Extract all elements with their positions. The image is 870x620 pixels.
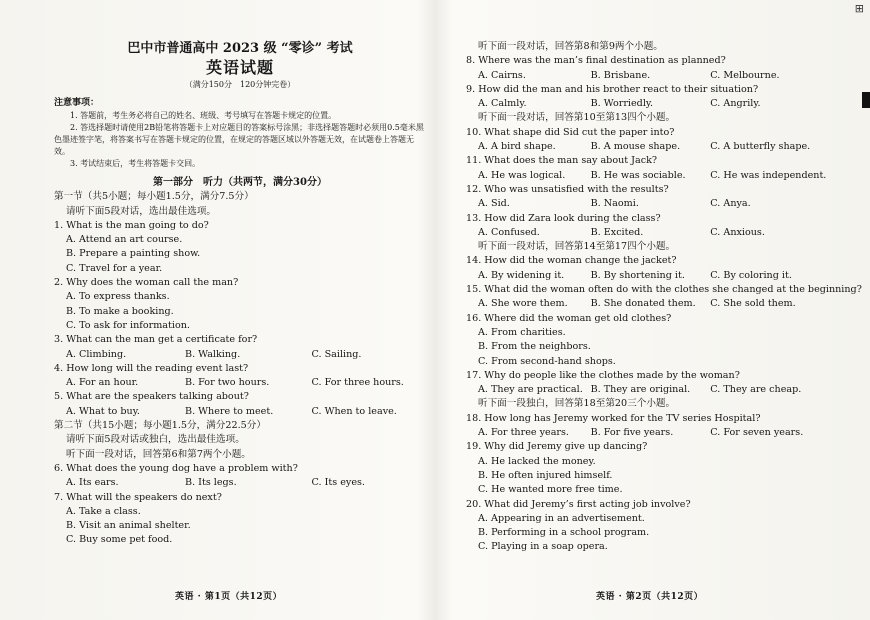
question-group-1-5 xyxy=(54,219,426,419)
question xyxy=(54,219,426,276)
answer-option: B. Worriedly. xyxy=(590,98,654,110)
answer-option: C. A butterfly shape. xyxy=(710,141,811,153)
question xyxy=(466,54,818,83)
answer-option: A. Take a class. xyxy=(66,505,141,517)
question-text: 18. How long has Jeremy worked for the TV series Hospital? xyxy=(466,412,761,424)
answer-option: C. He wanted more free time. xyxy=(478,484,623,496)
answer-option: B. A mouse shape. xyxy=(590,141,681,153)
question-text: 4. How long will the reading event last? xyxy=(54,362,249,374)
answer-option: A. Climbing. xyxy=(66,348,127,360)
answer-option: A. Calmly. xyxy=(478,98,527,110)
answer-option: C. When to leave. xyxy=(311,405,397,417)
answer-option: A. He lacked the money. xyxy=(478,455,596,467)
question-group-8-9 xyxy=(466,54,818,111)
option-row xyxy=(54,476,426,490)
answer-option: B. For two hours. xyxy=(185,377,270,389)
question xyxy=(54,390,426,419)
notes-title: 注意事项： xyxy=(54,98,100,108)
answer-option: B. Visit an animal shelter. xyxy=(66,520,191,532)
answer-option: A. Confused. xyxy=(478,226,540,238)
answer-option: A. He was logical. xyxy=(478,169,566,181)
answer-option: C. Playing in a soap opera. xyxy=(478,541,608,553)
answer-option: B. By shortening it. xyxy=(590,269,685,281)
part1-title: 第一部分 听力（共两节，满分30分） xyxy=(153,177,327,188)
instructions-q10-13: 听下面一段对话，回答第10至第13四个小题。 xyxy=(478,112,676,124)
question-text: 9. How did the man and his brother react to their situation? xyxy=(466,83,759,95)
answer-option: A. For three years. xyxy=(478,427,569,439)
question-text: 8. Where was the man’s final destination as planned? xyxy=(466,55,726,67)
question xyxy=(54,462,426,491)
answer-option: A. To express thanks. xyxy=(66,291,170,303)
instructions-q14-17: 听下面一段对话，回答第14至第17四个小题。 xyxy=(478,241,676,253)
question-text: 7. What will the speakers do next? xyxy=(54,491,222,503)
question-text: 19. Why did Jeremy give up dancing? xyxy=(466,441,648,453)
page-1-footer: 英语 · 第1页（共12页） xyxy=(175,592,283,602)
page-1 xyxy=(54,40,426,600)
question xyxy=(466,212,818,241)
question-text: 10. What shape did Sid cut the paper into? xyxy=(466,126,675,138)
exam-score-info: （满分150分 120分钟完卷） xyxy=(184,80,296,89)
note-item: 1. 答题前，考生务必将自己的姓名、班级、考号填写在答题卡规定的位置。 xyxy=(70,111,337,120)
question-group-6-7 xyxy=(54,462,426,548)
option-row xyxy=(466,69,818,83)
answer-option: A. Its ears. xyxy=(66,477,119,489)
option-row xyxy=(466,426,818,440)
question xyxy=(54,491,426,548)
option-row xyxy=(466,226,818,240)
option-row xyxy=(466,197,818,211)
question xyxy=(466,83,818,112)
option-row xyxy=(54,376,426,390)
answer-option: B. They are original. xyxy=(590,384,691,396)
answer-option: C. Buy some pet food. xyxy=(66,534,173,546)
option-row xyxy=(466,140,818,154)
answer-option: C. They are cheap. xyxy=(710,384,802,396)
answer-option: B. For five years. xyxy=(590,427,674,439)
question xyxy=(466,126,818,155)
answer-option: C. Anxious. xyxy=(710,226,765,238)
answer-option: A. For an hour. xyxy=(66,377,139,389)
answer-option: B. Performing in a school program. xyxy=(478,527,650,539)
question-text: 6. What does the young dog have a problem with? xyxy=(54,462,298,474)
section1-instructions: 请听下面5段对话，选出最佳选项。 xyxy=(66,205,217,217)
answer-option: B. Walking. xyxy=(185,348,241,360)
answer-option: C. From second-hand shops. xyxy=(478,355,616,367)
answer-option: B. She donated them. xyxy=(590,298,696,310)
question xyxy=(466,183,818,212)
question-text: 13. How did Zara look during the class? xyxy=(466,212,661,224)
option-row xyxy=(466,297,818,311)
question xyxy=(466,312,818,369)
answer-option: A. They are practical. xyxy=(478,384,583,396)
question xyxy=(466,254,818,283)
question xyxy=(466,440,818,497)
answer-option: B. From the neighbors. xyxy=(478,341,591,353)
answer-option: A. Cairns. xyxy=(478,69,526,81)
page-corner-icon: ⊞ xyxy=(854,2,864,15)
exam-title: 巴中市普通高中 2023 级 “零诊” 考试 xyxy=(127,41,353,56)
answer-option: C. For seven years. xyxy=(710,427,804,439)
question-group-14-17 xyxy=(466,254,862,397)
answer-option: A. By widening it. xyxy=(478,269,565,281)
question xyxy=(54,333,426,362)
instructions-q8-9: 听下面一段对话，回答第8和第9两个小题。 xyxy=(478,41,663,52)
question-text: 15. What did the woman often do with the clothes she changed at the beginning? xyxy=(466,284,862,296)
answer-option: A. She wore them. xyxy=(478,298,568,310)
answer-option: B. He often injured himself. xyxy=(478,469,613,481)
answer-option: C. To ask for information. xyxy=(66,319,190,331)
answer-option: A. Attend an art course. xyxy=(66,234,183,246)
option-row xyxy=(466,383,818,397)
question-text: 11. What does the man say about Jack? xyxy=(466,155,658,167)
answer-option: A. Sid. xyxy=(478,198,510,210)
answer-option: C. She sold them. xyxy=(710,298,796,310)
answer-option: B. Naomi. xyxy=(590,198,639,210)
question xyxy=(466,412,818,441)
answer-option: A. Appearing in an advertisement. xyxy=(478,512,645,524)
instructions-q18-20: 听下面一段独白，回答第18至第20三个小题。 xyxy=(478,398,676,410)
answer-option: C. For three hours. xyxy=(311,377,404,389)
section2-instructions: 请听下面5段对话或独白，选出最佳选项。 xyxy=(66,434,245,446)
question xyxy=(54,362,426,391)
question-text: 16. Where did the woman get old clothes? xyxy=(466,312,672,324)
option-row xyxy=(466,97,818,111)
option-row xyxy=(466,269,818,283)
question xyxy=(466,283,862,312)
answer-option: B. He was sociable. xyxy=(590,169,686,181)
answer-option: A. From charities. xyxy=(478,326,566,338)
question-text: 20. What did Jeremy’s first acting job involve? xyxy=(466,498,691,510)
answer-option: A. A bird shape. xyxy=(478,141,556,153)
question-text: 12. Who was unsatisfied with the results? xyxy=(466,183,669,195)
answer-option: B. To make a booking. xyxy=(66,305,174,317)
answer-option: C. Sailing. xyxy=(311,348,362,360)
answer-option: B. Its legs. xyxy=(185,477,237,489)
answer-option: C. Anya. xyxy=(710,198,751,210)
question xyxy=(466,498,818,555)
question xyxy=(54,276,426,333)
answer-option: B. Brisbane. xyxy=(590,69,651,81)
question-group-10-13 xyxy=(466,126,827,240)
page-2 xyxy=(466,40,862,600)
binding-mark xyxy=(862,92,870,108)
question-group-18-20 xyxy=(466,412,818,555)
answer-option: C. Travel for a year. xyxy=(66,262,163,274)
answer-option: B. Prepare a painting show. xyxy=(66,248,201,260)
question-text: 17. Why do people like the clothes made by the woman? xyxy=(466,369,740,381)
answer-option: B. Excited. xyxy=(590,226,644,238)
question xyxy=(466,154,827,183)
note-item: 3. 考试结束后，考生将答题卡交回。 xyxy=(70,159,201,168)
question-text: 1. What is the man going to do? xyxy=(54,219,209,231)
section2-heading: 第二节（共15小题；每小题1.5分，满分22.5分） xyxy=(54,420,266,432)
answer-option: C. Melbourne. xyxy=(710,69,780,81)
question-text: 5. What are the speakers talking about? xyxy=(54,391,249,403)
instructions-q6-7: 听下面一段对话，回答第6和第7两个小题。 xyxy=(66,448,251,460)
question-text: 3. What can the man get a certificate for? xyxy=(54,334,258,346)
answer-option: C. Its eyes. xyxy=(311,477,365,489)
page-2-footer: 英语 · 第2页（共12页） xyxy=(596,592,704,602)
option-row xyxy=(466,169,827,183)
note-item: 2. 答选择题时请使用2B铅笔将答题卡上对应题目的答案标号涂黑；非选择题答题时必须用0.5毫米黑色墨迹签字笔，将答案书写在答题卡规定的位置，在规定的答题区域以外答题无效，在试题卷上答题无效。 xyxy=(54,123,424,156)
exam-subject: 英语试题 xyxy=(205,58,274,77)
section1-heading: 第一节（共5小题；每小题1.5分，满分7.5分） xyxy=(54,191,254,203)
option-row xyxy=(54,405,426,419)
answer-option: A. What to buy. xyxy=(66,405,140,417)
question-text: 14. How did the woman change the jacket? xyxy=(466,255,677,267)
answer-option: C. He was independent. xyxy=(710,169,827,181)
answer-option: C. By coloring it. xyxy=(710,269,792,281)
question-text: 2. Why does the woman call the man? xyxy=(54,277,239,289)
option-row xyxy=(54,348,426,362)
question xyxy=(466,369,818,398)
answer-option: C. Angrily. xyxy=(710,98,761,110)
answer-option: B. Where to meet. xyxy=(185,405,274,417)
